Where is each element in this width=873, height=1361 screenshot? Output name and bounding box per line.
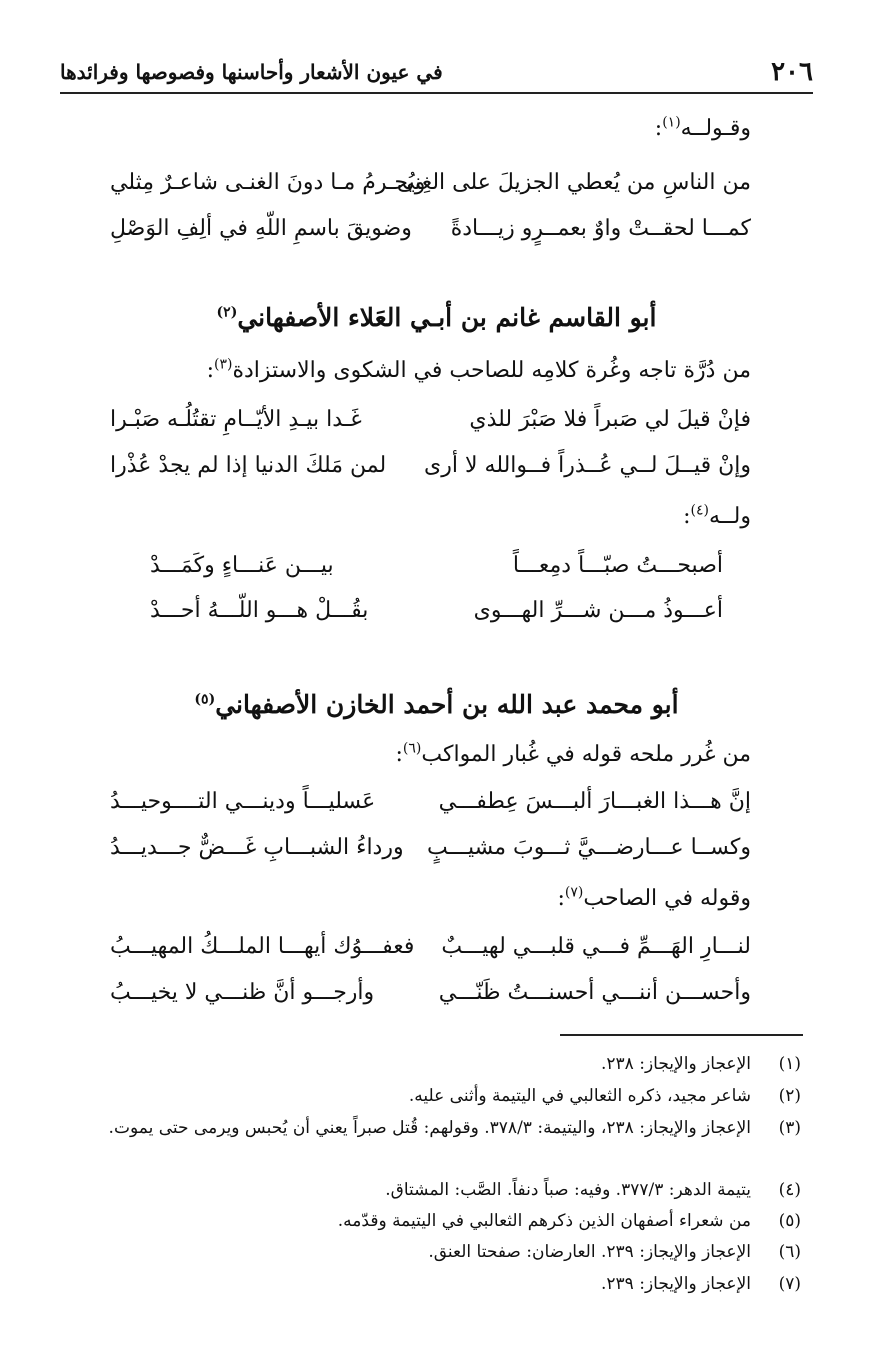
second-hemistich: وأرجـــو أنَّ ظنـــي لا يخيـــبُ [110,980,375,1005]
first-hemistich: وإنْ قيــلَ لــي عُــذراً فــوالله لا أرى [424,453,751,478]
first-hemistich: من الناسِ من يُعطي الجزيلَ على الغِنى [396,170,751,195]
first-hemistich: إنَّ هـــذا الغبـــارَ ألبـــسَ عِطفـــي [438,789,751,814]
page-header [60,52,813,94]
intro-line: من دُرَّة تاجه وغُرة كلامِه للصاحب في الشكوى والاستزادة$^{(٣)}$: [206,356,751,383]
footnote [60,1114,801,1142]
footnote-ref[interactable]: (٣) [213,356,233,373]
footnote-number: (٢) [778,1086,801,1106]
footnote-text: شاعر مجيد، ذكره الثعالبي في اليتيمة وأثنى عليه. [408,1086,751,1106]
first-hemistich: وكســا عـــارضـــيَّ ثـــوبَ مشيـــبٍ [427,835,751,860]
footnote-number: (٣) [778,1118,801,1138]
verse-line [110,835,751,875]
footnote-text: الإعجاز والإيجاز: ٢٣٨، واليتيمة: ٣٧٨/٣. وقولهم: قُتل صبراً يعني أن يُحبس ويرمى حتى يموت. [108,1118,751,1138]
verse-line [110,789,751,829]
intro-line: وقوله في الصاحب$^{(٧)}$: [557,884,751,911]
footnote [60,1238,801,1266]
footnote-number: (٦) [778,1242,801,1262]
footnote [60,1270,801,1298]
footnote-text: الإعجاز والإيجاز: ٢٣٨. [601,1054,751,1074]
second-hemistich: بقُـــلْ هـــو اللّـــهُ أحـــدْ [150,598,369,623]
second-hemistich: لمن مَلكَ الدنيا إذا لم يجدْ عُذْرا [110,453,387,478]
verse-line [110,980,751,1020]
footnote-text: الإعجاز والإيجاز: ٢٣٩. العارضان: صفحتا العنق. [428,1242,751,1262]
second-hemistich: بيـــن عَنـــاءٍ وكَمَـــدْ [150,553,334,578]
first-hemistich: وأحســـن أننـــي أحسنـــتُ ظَنّـــي [438,980,751,1005]
first-hemistich: أصبحـــتُ صبّـــاً دمِعـــاً [512,553,723,578]
footnote-ref[interactable]: (٥) [194,691,216,708]
verse-line [150,553,723,593]
footnote-ref[interactable]: (٧) [564,884,584,901]
running-title: في عيون الأشعار وأحاسنها وفصوصها وفرائدها [60,60,443,84]
footnote-text: من شعراء أصفهان الذين ذكرهم الثعالبي في اليتيمة وقدّمه. [337,1211,751,1231]
verse-line [110,453,751,493]
footnote-number: (٤) [778,1180,801,1200]
first-hemistich: أعـــوذُ مـــن شـــرِّ الهـــوى [473,598,723,623]
verse-line [110,216,751,256]
footnote-text: يتيمة الدهر: ٣٧٧/٣. وفيه: صباً دنفاً. الصَّب: المشتاق. [385,1180,751,1200]
page-number: ٢٠٦ [771,57,813,87]
footnote-ref[interactable]: (٦) [402,740,422,757]
second-hemistich: عَسليـــاً ودينـــي التــــوحيـــدُ [110,789,376,814]
verse-line [150,598,723,638]
first-hemistich: فإنْ قيلَ لي صَبراً فلا صَبْرَ للذي [469,407,751,432]
footnote-ref[interactable]: (٤) [690,502,709,519]
footnote-number: (٧) [778,1274,801,1294]
first-hemistich: لنـــارِ الهَـــمِّ فـــي قلبـــي لهيـــبٌ [441,934,751,959]
second-hemistich: ويُحـرمُ مـا دونَ الغنـى شاعـرٌ مِثلي [110,170,426,195]
intro-line: من غُرر ملحه قوله في غُبار المواكب$^{(٦)}$: [395,740,751,767]
section-title: أبو القاسم غانم بن أبـي العَلاء الأصفهاني$^{(٢)}$ [216,303,657,332]
section-title: أبو محمد عبد الله بن أحمد الخازن الأصفهاني$^{(٥)}$ [194,690,679,719]
first-hemistich: كمـــا لحقــتْ واوٌ بعمــرٍو زيـــادةً [450,216,751,241]
second-hemistich: ورداءُ الشبـــابِ غَـــضٌّ جـــديـــدُ [110,835,404,860]
second-hemistich: غَـدا بيـدِ الأيّــامِ تقتُلُـه صَبْـرا [110,407,362,432]
footnote-divider [560,1034,803,1036]
verse-line [110,934,751,974]
footnote [60,1176,801,1204]
footnote-number: (١) [778,1054,801,1074]
footnote [60,1082,801,1110]
intro-line: وقـولــه$^{(١)}$: [654,114,751,141]
footnote-number: (٥) [778,1211,801,1231]
second-hemistich: وضويقَ باسمِ اللّهِ في ألِفِ الوَصْلِ [110,216,412,241]
footnote-text: الإعجاز والإيجاز: ٢٣٩. [601,1274,751,1294]
verse-line [110,170,751,210]
footnote-ref[interactable]: (١) [662,114,681,131]
verse-line [110,407,751,447]
footnote [60,1207,801,1235]
footnote [60,1050,801,1078]
footnote-ref[interactable]: (٢) [216,304,238,321]
second-hemistich: فعفـــوُك أيهـــا الملـــكُ المهيـــبُ [110,934,415,959]
intro-line: ولــه$^{(٤)}$: [683,502,751,529]
